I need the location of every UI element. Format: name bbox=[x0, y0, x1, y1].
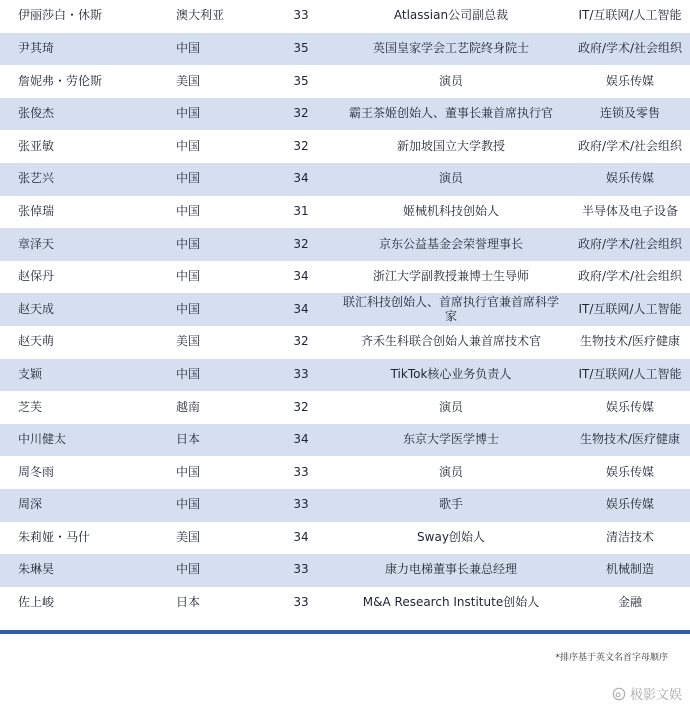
table-row bbox=[0, 33, 690, 66]
title-cell: 演员 bbox=[438, 171, 463, 186]
country-cell: 中国 bbox=[176, 203, 201, 218]
name-cell: 支颖 bbox=[18, 366, 43, 381]
name-cell: 芝芙 bbox=[18, 399, 43, 414]
industry-cell: IT/互联网/人工智能 bbox=[578, 366, 682, 381]
industry-cell: 半导体及电子设备 bbox=[581, 203, 678, 218]
name-cell: 周冬雨 bbox=[18, 464, 55, 479]
industry-cell: IT/互联网/人工智能 bbox=[578, 8, 682, 23]
name-cell: 佐上峻 bbox=[18, 595, 55, 610]
table-row bbox=[0, 326, 690, 359]
age-cell: 33 bbox=[293, 8, 309, 23]
age-cell: 34 bbox=[293, 301, 309, 316]
age-cell: 31 bbox=[293, 203, 309, 218]
title-cell: 英国皇家学会工艺院终身院士 bbox=[372, 40, 529, 55]
table-row bbox=[0, 98, 690, 131]
age-cell: 35 bbox=[293, 40, 309, 55]
name-cell: 张俊杰 bbox=[18, 106, 55, 121]
title-cell: 霸王茶姬创始人、董事长兼首席执行官 bbox=[348, 106, 553, 121]
country-cell: 中国 bbox=[176, 497, 201, 512]
table-row bbox=[0, 554, 690, 587]
country-cell: 中国 bbox=[176, 106, 201, 121]
industry-cell: 政府/学术/社会组织 bbox=[577, 236, 683, 251]
country-cell: 日本 bbox=[176, 595, 201, 610]
country-cell: 美国 bbox=[176, 334, 201, 349]
industry-cell: 清洁技术 bbox=[605, 529, 654, 544]
name-cell: 尹其琦 bbox=[18, 40, 55, 55]
weibo-logo-icon bbox=[612, 687, 626, 701]
title-cell: 联汇科技创始人、首席执行官兼首席科学家 bbox=[342, 294, 559, 323]
table-row bbox=[0, 359, 690, 392]
name-cell: 朱莉娅・马什 bbox=[18, 529, 91, 544]
title-cell: 新加坡国立大学教授 bbox=[396, 138, 505, 153]
industry-cell: 娱乐传媒 bbox=[605, 497, 654, 512]
footnote: *排序基于英文名首字母顺序 bbox=[555, 653, 668, 663]
age-cell: 32 bbox=[293, 236, 309, 251]
country-cell: 中国 bbox=[176, 269, 201, 284]
country-cell: 中国 bbox=[176, 40, 201, 55]
industry-cell: 娱乐传媒 bbox=[605, 399, 654, 414]
industry-cell: 政府/学术/社会组织 bbox=[577, 269, 683, 284]
name-cell: 张艺兴 bbox=[18, 171, 55, 186]
industry-cell: 连锁及零售 bbox=[599, 106, 660, 121]
industry-cell: 娱乐传媒 bbox=[605, 464, 654, 479]
country-cell: 中国 bbox=[176, 301, 201, 316]
name-cell: 赵保丹 bbox=[18, 269, 55, 284]
industry-cell: 生物技术/医疗健康 bbox=[579, 334, 681, 349]
title-cell: 演员 bbox=[438, 399, 463, 414]
title-cell: TikTok核心业务负责人 bbox=[390, 366, 512, 381]
name-cell: 周深 bbox=[18, 497, 43, 512]
name-cell: 朱琳昊 bbox=[18, 562, 55, 577]
title-cell: 浙江大学副教授兼博士生导师 bbox=[372, 269, 529, 284]
age-cell: 35 bbox=[293, 73, 309, 88]
industry-cell: 政府/学术/社会组织 bbox=[577, 40, 683, 55]
country-cell: 中国 bbox=[176, 366, 201, 381]
watermark-text: 极影文娱 bbox=[629, 688, 682, 703]
age-cell: 32 bbox=[293, 106, 309, 121]
age-cell: 32 bbox=[293, 334, 309, 349]
age-cell: 33 bbox=[293, 595, 309, 610]
name-cell: 张亚敏 bbox=[18, 138, 55, 153]
country-cell: 日本 bbox=[176, 432, 201, 447]
watermark bbox=[612, 684, 682, 703]
country-cell: 澳大利亚 bbox=[176, 8, 225, 23]
title-cell: M&A Research Institute创始人 bbox=[362, 595, 540, 610]
name-cell: 赵天成 bbox=[18, 301, 55, 316]
bottom-rule bbox=[0, 630, 690, 634]
age-cell: 32 bbox=[293, 138, 309, 153]
country-cell: 中国 bbox=[176, 464, 201, 479]
age-cell: 33 bbox=[293, 464, 309, 479]
industry-cell: 娱乐传媒 bbox=[605, 171, 654, 186]
title-cell: 东京大学医学博士 bbox=[402, 432, 499, 447]
age-cell: 34 bbox=[293, 171, 309, 186]
age-cell: 32 bbox=[293, 399, 309, 414]
title-cell: 演员 bbox=[438, 73, 463, 88]
name-cell: 赵天萌 bbox=[18, 334, 55, 349]
table-row bbox=[0, 163, 690, 196]
title-cell: Sway创始人 bbox=[417, 529, 485, 544]
age-cell: 34 bbox=[293, 269, 309, 284]
table-row bbox=[0, 522, 690, 555]
title-cell: 演员 bbox=[438, 464, 463, 479]
country-cell: 美国 bbox=[176, 73, 201, 88]
age-cell: 33 bbox=[293, 366, 309, 381]
age-cell: 34 bbox=[293, 432, 309, 447]
table-row bbox=[0, 587, 690, 620]
country-cell: 中国 bbox=[176, 171, 201, 186]
table-row bbox=[0, 391, 690, 424]
country-cell: 中国 bbox=[176, 138, 201, 153]
name-cell: 中川健太 bbox=[18, 432, 67, 447]
table-row bbox=[0, 424, 690, 457]
age-cell: 33 bbox=[293, 562, 309, 577]
country-cell: 越南 bbox=[176, 399, 201, 414]
title-cell: 姬械机科技创始人 bbox=[402, 203, 499, 218]
industry-cell: 娱乐传媒 bbox=[605, 73, 654, 88]
title-cell: Atlassian公司副总裁 bbox=[393, 8, 509, 23]
country-cell: 美国 bbox=[176, 529, 201, 544]
title-cell: 齐禾生科联合创始人兼首席技术官 bbox=[360, 334, 541, 349]
industry-cell: 生物技术/医疗健康 bbox=[579, 432, 681, 447]
age-cell: 34 bbox=[293, 529, 309, 544]
title-cell: 京东公益基金会荣誉理事长 bbox=[378, 236, 523, 251]
table-row bbox=[0, 65, 690, 98]
name-cell: 张倬瑞 bbox=[18, 203, 55, 218]
title-cell: 康力电梯董事长兼总经理 bbox=[384, 562, 517, 577]
industry-cell: 机械制造 bbox=[605, 562, 654, 577]
table-row bbox=[0, 196, 690, 229]
industry-cell: 金融 bbox=[617, 595, 642, 610]
table-row bbox=[0, 261, 690, 294]
table-row bbox=[0, 456, 690, 489]
name-cell: 章泽天 bbox=[18, 236, 55, 251]
table-row bbox=[0, 0, 690, 33]
name-cell: 伊丽莎白・休斯 bbox=[18, 8, 103, 23]
country-cell: 中国 bbox=[176, 562, 201, 577]
industry-cell: 政府/学术/社会组织 bbox=[577, 138, 683, 153]
country-cell: 中国 bbox=[176, 236, 201, 251]
title-cell: 歌手 bbox=[438, 497, 463, 512]
table-row bbox=[0, 228, 690, 261]
industry-cell: IT/互联网/人工智能 bbox=[578, 301, 682, 316]
age-cell: 33 bbox=[293, 497, 309, 512]
table-row bbox=[0, 130, 690, 163]
table-row bbox=[0, 293, 690, 326]
table-row bbox=[0, 489, 690, 522]
name-cell: 詹妮弗・劳伦斯 bbox=[18, 73, 103, 88]
